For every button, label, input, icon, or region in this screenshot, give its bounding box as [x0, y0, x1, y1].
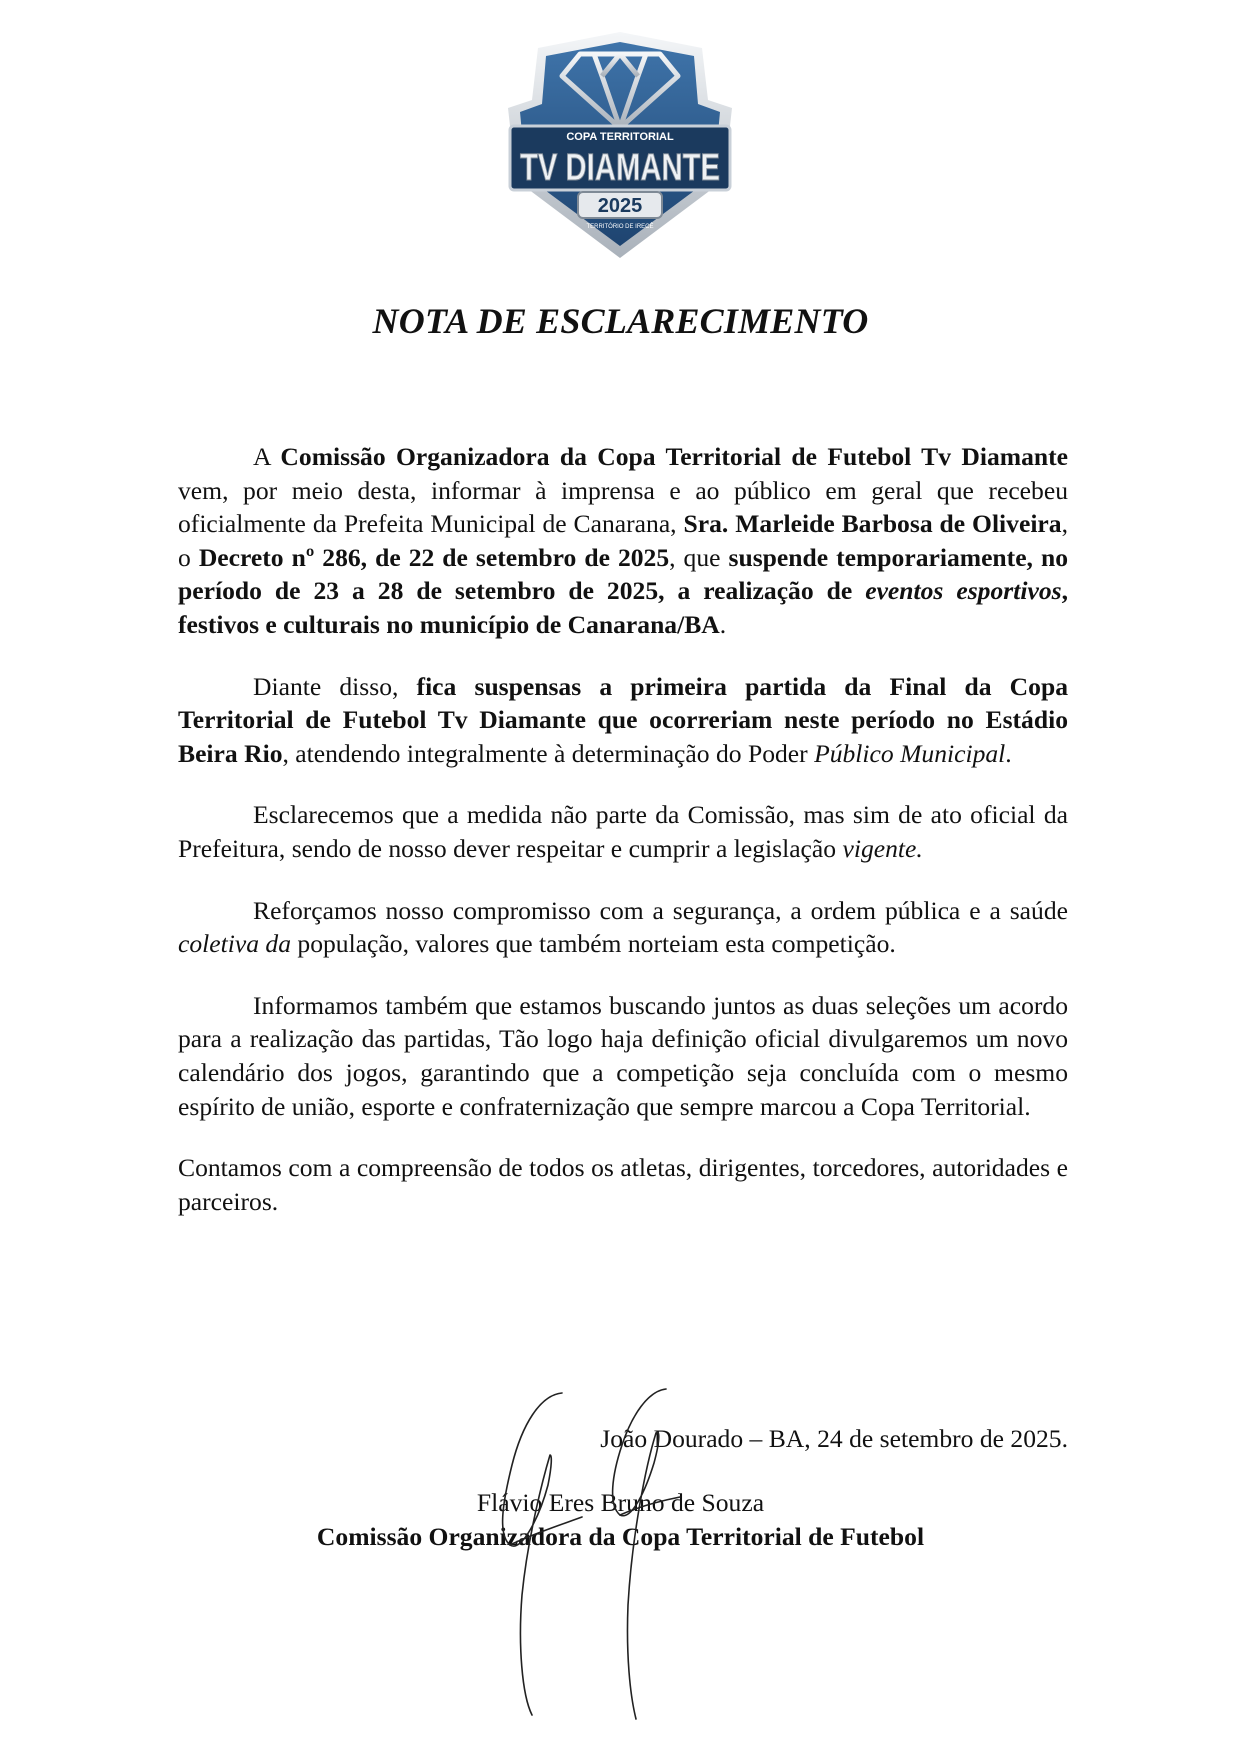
- paragraph-3: Esclarecemos que a medida não parte da Comissão, mas sim de ato oficial da Prefeitura, sendo de nosso dever respeitar e cumprir a legislação vigente.: [178, 800, 1068, 863]
- paragraph-4: Reforçamos nosso compromisso com a segurança, a ordem pública e a saúde coletiva da população, valores que também norteiam esta competição.: [178, 895, 1068, 959]
- logo-year: 2025: [597, 195, 643, 217]
- page-title: NOTA DE ESCLARECIMENTO: [372, 301, 869, 341]
- paragraph-2: Diante disso, fica suspensas a primeira partida da Final da Copa Territorial de Futebol Tv Diamante que ocorreriam neste período no Estádio Beira Rio, atendendo integralmente à determinação do Poder Público Municipal.: [178, 671, 1068, 768]
- document-body: [178, 440, 1068, 1246]
- logo-line1: COPA TERRITORIAL: [566, 131, 674, 143]
- signatory-organization: Comissão Organizadora da Copa Territorial de Futebol: [316, 1522, 925, 1551]
- handwritten-signature: [470, 1385, 800, 1725]
- copa-tv-diamante-logo: [498, 30, 742, 262]
- paragraph-6: Contamos com a compreensão de todos os atletas, dirigentes, torcedores, autoridades e parceiros.: [178, 1153, 1068, 1216]
- logo-line2: TV DIAMANTE: [520, 147, 720, 189]
- paragraph-1: A Comissão Organizadora da Copa Territorial de Futebol Tv Diamante vem, por meio desta, informar à imprensa e ao público em geral que recebeu oficialmente da Prefeita Municipal de Canarana, Sra. Marleide Barbosa de Oliveira, o Decreto nº 286, de 22 de setembro de 2025, que suspende temporariamente, no período de 23 a 28 de setembro de 2025, a realização de eventos esportivos, festivos e culturais no município de Canarana/BA.: [178, 442, 1068, 639]
- signatory-name: Flávio Eres Bruno de Souza: [476, 1488, 765, 1517]
- logo-tagline: TERRITÓRIO DE IRECÊ: [586, 224, 654, 230]
- place-date: João Dourado – BA, 24 de setembro de 2025.: [600, 1424, 1068, 1453]
- paragraph-5: Informamos também que estamos buscando juntos as duas seleções um acordo para a realização das partidas, Tão logo haja definição oficial divulgaremos um novo calendário dos jogos, garantindo que a competição seja concluída com o mesmo espírito de união, esporte e confraternização que sempre marcou a Copa Territorial.: [178, 990, 1068, 1121]
